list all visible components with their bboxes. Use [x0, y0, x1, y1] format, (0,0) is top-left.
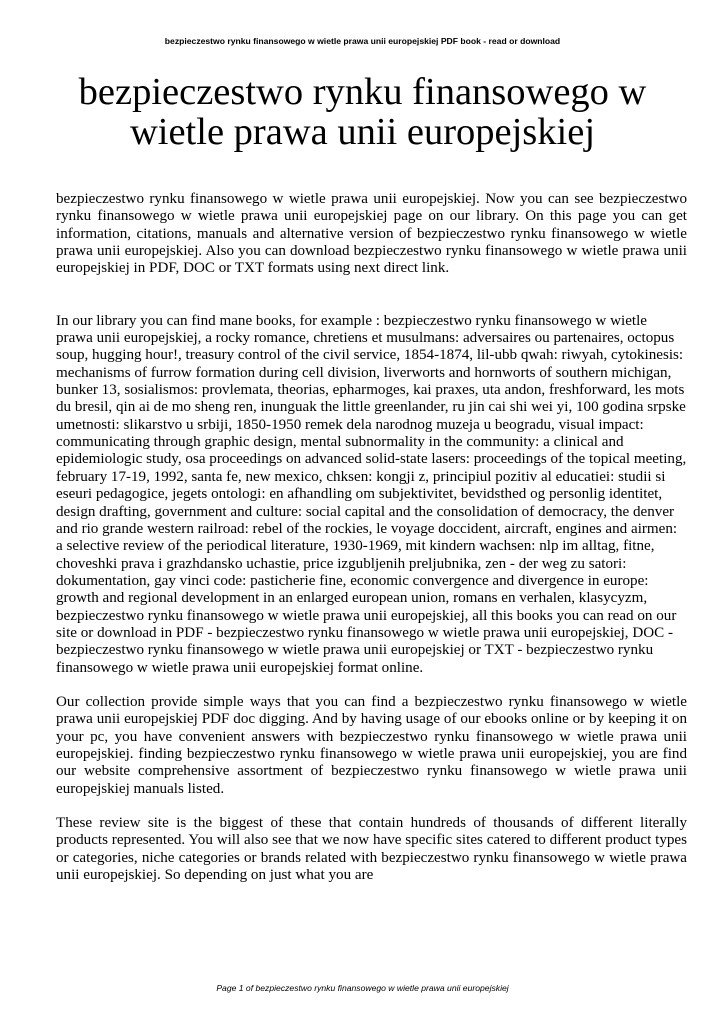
- library-list-paragraph: In our library you can find mane books, for example : bezpieczestwo rynku finansowego w wietle prawa unii europejskiej, a rocky romance, chretiens et musulmans: adversaires ou partenaires, octopus soup, hugging hour!, treasury control of the civil service, 1854-1874, lil-ubb qwah: riwyah, cytokinesis: mechanisms of furrow formation during cell division, liverworts and hornworts of southern michigan, bunker 13, sosialismos: provlemata, theorias, epharmoges, kai praxes, uta andon, freshforward, les mots du bresil, qin ai de mo sheng ren, inunguak the little greenlander, ru jin cai shi wei yi, 100 godina srpske umetnosti: slikarstvo u srbiji, 1850-1950 remek dela narodnog muzeja u beogradu, visual impact: communicating through graphic design, mental subnormality in the community: a clinical and epidemiologic study, osa proceedings on advanced solid-state lasers: proceedings of the topical meeting, february 17-19, 1992, santa fe, new mexico, chksen: kongji z, principiul pozitiv al educatiei: studii si eseuri pedagogice, jegets ontologi: en afhandling om subjektivitet, bevidsthed og personlig identitet, design drafting, government and culture: social capital and the consolidation of democracy, the denver and rio grande western railroad: rebel of the rockies, le voyage doccident, aircraft, engines and airmen: a selective review of the periodical literature, 1930-1969, mit kindern wachsen: nlp im alltag, fitne, choveshki prava i grazhdansko uchastie, price izgubljenih preljubnika, zen - der weg zu satori: dokumentation, gay vinci code: pasticherie fine, economic convergence and divergence in europe: growth and regional development in an enlarged european union, romans en verhalen, klasycyzm, bezpieczestwo rynku finansowego w wietle prawa unii europejskiej, all this books you can read on our site or download in PDF - bezpieczestwo rynku finansowego w wietle prawa unii europejskiej, DOC - bezpieczestwo rynku finansowego w wietle prawa unii europejskiej or TXT - bezpieczestwo rynku finansowego w wietle prawa unii europejskiej format online.: [56, 312, 687, 676]
- intro-paragraph: bezpieczestwo rynku finansowego w wietle prawa unii europejskiej. Now you can see bezpieczestwo rynku finansowego w wietle prawa unii europejskiej page on our library. On this page you can get information, citations, manuals and alternative version of bezpieczestwo rynku finansowego w wietle prawa unii europejskiej. Also you can download bezpieczestwo rynku finansowego w wietle prawa unii europejskiej in PDF, DOC or TXT formats using next direct link.: [56, 191, 687, 277]
- document-body: [56, 191, 687, 884]
- collection-paragraph: Our collection provide simple ways that you can find a bezpieczestwo rynku finansowego w wietle prawa unii europejskiej PDF doc digging. And by having usage of our ebooks online or by keeping it on your pc, you have convenient answers with bezpieczestwo rynku finansowego w wietle prawa unii europejskiej. finding bezpieczestwo rynku finansowego w wietle prawa unii europejskiej, you are find our website comprehensive assortment of bezpieczestwo rynku finansowego w wietle prawa unii europejskiej manuals listed.: [56, 693, 687, 797]
- document-title: bezpieczestwo rynku finansowego w wietle prawa unii europejskiej: [78, 71, 647, 153]
- running-header: bezpieczestwo rynku finansowego w wietle prawa unii europejskiej PDF book - read or download: [164, 36, 561, 46]
- page-footer: Page 1 of bezpieczestwo rynku finansowego w wietle prawa unii europejskiej: [216, 983, 509, 993]
- review-site-paragraph: These review site is the biggest of these that contain hundreds of thousands of different literally products represented. You will also see that we now have specific sites catered to different product types or categories, niche categories or brands related with bezpieczestwo rynku finansowego w wietle prawa unii europejskiej. So depending on just what you are: [56, 815, 687, 884]
